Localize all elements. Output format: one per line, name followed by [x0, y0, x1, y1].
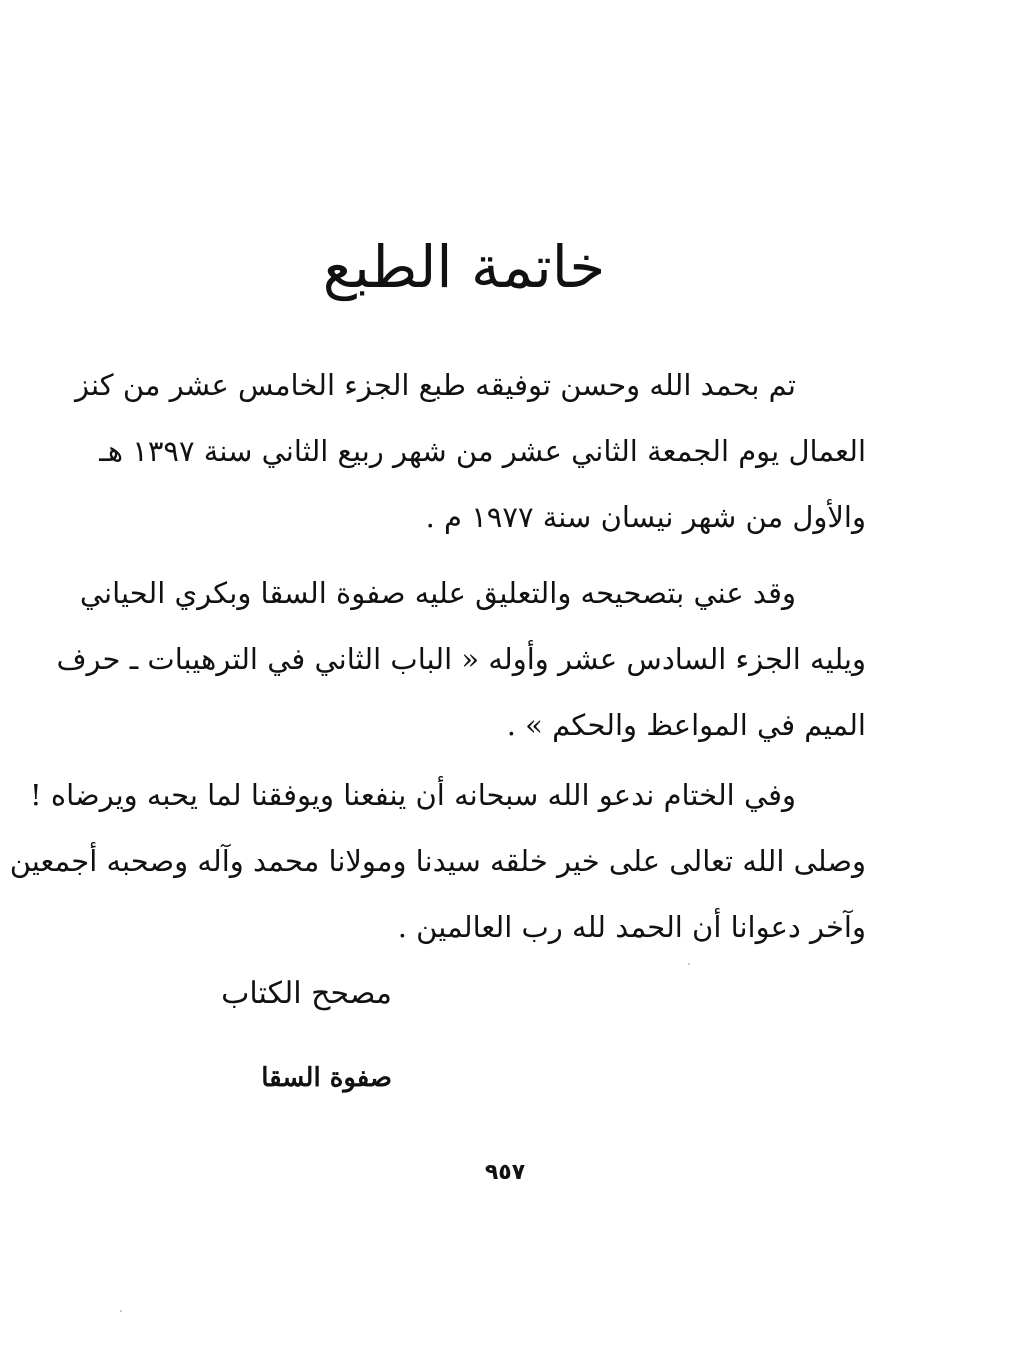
colophon-paragraph-editors: [56, 560, 866, 758]
scan-speck: [688, 963, 690, 965]
paragraph-line: تم بحمد الله وحسن توفيقه طبع الجزء الخامس عشر من كنز: [75, 368, 796, 402]
paragraph-line: والأول من شهر نيسان سنة ١٩٧٧ م .: [425, 500, 866, 534]
colophon-paragraph-closing-prayer: [9, 762, 866, 960]
paragraph-line: العمال يوم الجمعة الثاني عشر من شهر ربيع الثاني سنة ١٣٩٧ هـ: [99, 434, 866, 468]
paragraph-line: وفي الختام ندعو الله سبحانه أن ينفعنا ويوفقنا لما يحبه ويرضاه !: [30, 778, 796, 812]
page-number: ٩٥٧: [484, 1160, 526, 1185]
signature-label: مصحح الكتاب: [221, 976, 392, 1011]
scan-speck: [120, 1310, 122, 1312]
paragraph-line: ويليه الجزء السادس عشر وأوله « الباب الثاني في الترهيبات ـ حرف: [56, 642, 866, 676]
page-title: خاتمة الطبع: [322, 233, 606, 301]
paragraph-line: وصلى الله تعالى على خير خلقه سيدنا ومولانا محمد وآله وصحبه أجمعين: [9, 844, 866, 878]
signature-name: صفوة السقا: [261, 1063, 392, 1093]
colophon-paragraph-printing: [75, 352, 866, 550]
paragraph-line: الميم في المواعظ والحكم » .: [506, 708, 866, 742]
paragraph-line: وآخر دعوانا أن الحمد لله رب العالمين .: [397, 910, 866, 944]
paragraph-line: وقد عني بتصحيحه والتعليق عليه صفوة السقا وبكري الحياني: [79, 576, 796, 610]
